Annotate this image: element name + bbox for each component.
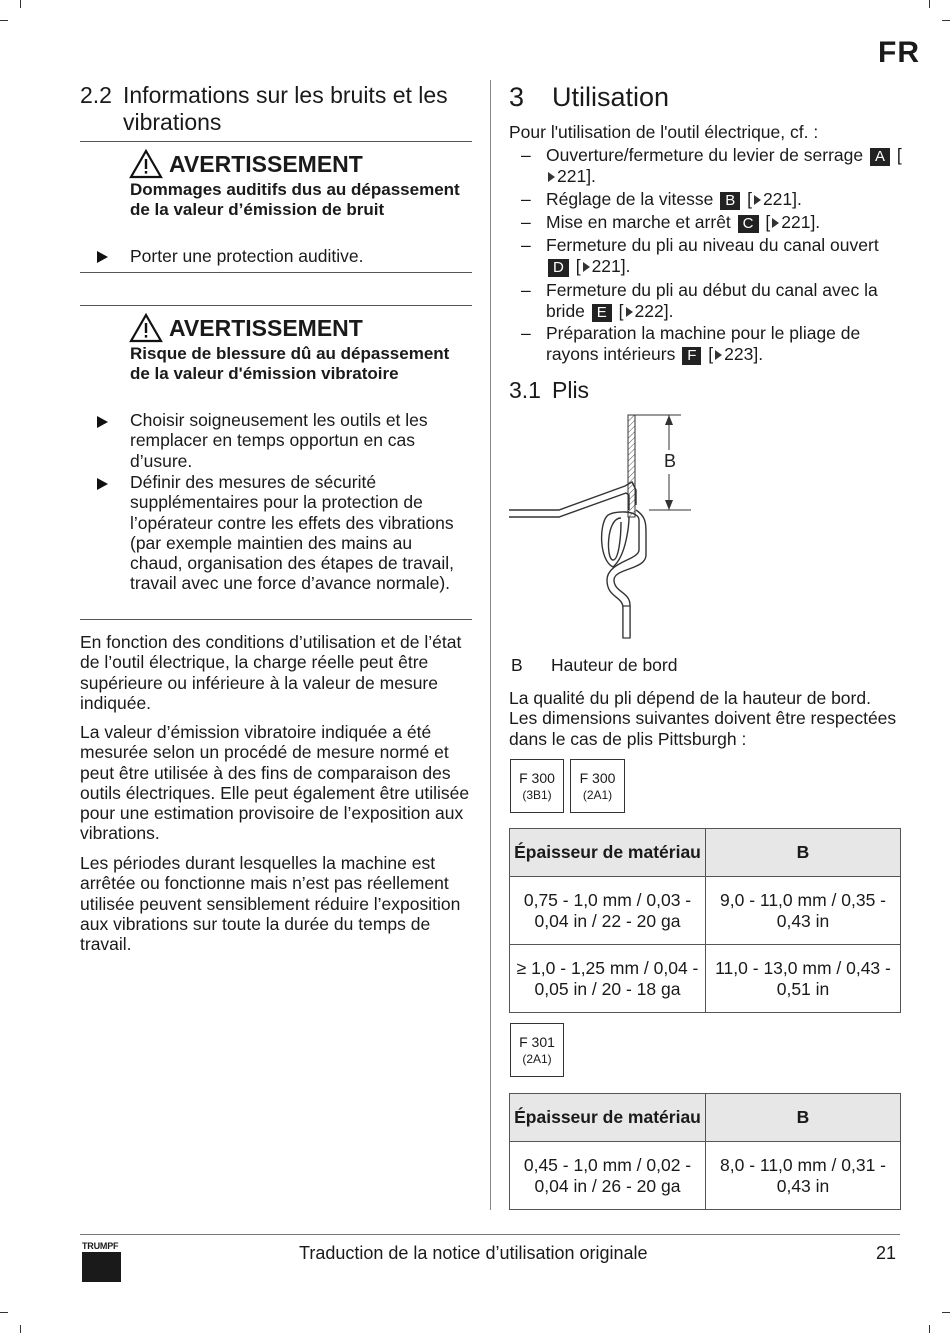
list-dash: –	[521, 189, 531, 209]
table-cell: 9,0 - 11,0 mm / 0,35 - 0,43 in	[706, 877, 901, 945]
ref-chip: F	[682, 347, 701, 365]
model-box: F 300 (2A1)	[570, 759, 625, 813]
ref-chip: C	[738, 215, 759, 233]
warning-1-title	[129, 149, 363, 179]
paragraph: En fonction des conditions d’utilisation et de l’état de l’outil électrique, la charge réelle peut être supérieure ou inférieure à la valeur de mesure indiquée.	[80, 632, 462, 713]
warning-2-title	[129, 313, 363, 343]
warning-1-subtitle: Dommages auditifs dus au dépassement de la valeur d’émission de bruit	[130, 180, 460, 219]
list-item: Fermeture du pli au niveau du canal ouvert D [ 221].	[546, 235, 879, 276]
pittsburgh-seam-figure	[509, 410, 709, 642]
crop-mark	[0, 1312, 8, 1313]
footer-divider	[80, 1234, 900, 1235]
warning-1-action: Porter une protection auditive.	[130, 246, 364, 266]
trumpf-logo: TRUMPF	[82, 1241, 122, 1282]
ref-chip: B	[720, 192, 740, 210]
ref-chip: E	[592, 304, 612, 322]
section-3-heading	[509, 82, 669, 113]
list-dash: –	[521, 323, 531, 343]
footer-text: Traduction de la notice d’utilisation originale	[299, 1243, 648, 1263]
list-dash: –	[521, 235, 531, 255]
list-dash: –	[521, 145, 531, 165]
list-dash: –	[521, 280, 531, 300]
crop-mark	[942, 1312, 950, 1313]
crop-mark	[942, 20, 950, 21]
section-title: Utilisation	[552, 82, 670, 112]
warning-triangle-icon	[129, 313, 163, 343]
divider	[80, 619, 472, 620]
warning-triangle-icon	[129, 149, 163, 179]
section-title: Plis	[552, 377, 590, 403]
arrow-bullet-icon	[97, 412, 108, 432]
page-ref-arrow-icon	[772, 218, 779, 228]
spec-table-1	[509, 828, 901, 1013]
page-ref[interactable]: 221].	[557, 166, 596, 186]
page-ref-arrow-icon	[754, 195, 761, 205]
table-header: Épaisseur de matériau	[510, 1094, 706, 1142]
divider	[80, 141, 472, 142]
list-item: Réglage de la vitesse B [ 221].	[546, 189, 802, 209]
table-row	[510, 945, 901, 1013]
warning-2-action-1: Choisir soigneusement les outils et les remplacer en temps opportun en cas d’usure.	[130, 410, 428, 471]
page-ref[interactable]: 221].	[591, 255, 631, 276]
table-row	[510, 1142, 901, 1210]
ref-chip: D	[548, 259, 569, 277]
section-number: 3	[509, 82, 525, 112]
page-ref-arrow-icon	[583, 262, 590, 272]
paragraph: La valeur d’émission vibratoire indiquée a été mesurée selon un procédé de mesure normé et peut être utilisée à des fins de comparaison des outils électriques. Elle peut également être utilisée pour une estimation provisoire de l’exposition aux vibrations.	[80, 722, 470, 844]
page-ref[interactable]: 223].	[724, 343, 764, 364]
language-code: FR	[878, 36, 920, 69]
model-box: F 300 (3B1)	[510, 759, 564, 813]
crop-mark	[20, 0, 21, 8]
section-3-1-heading	[509, 377, 589, 404]
ref-chip: A	[870, 148, 890, 166]
quality-paragraph: La qualité du pli dépend de la hauteur de bord. Les dimensions suivantes doivent être respectées dans le cas de plis Pittsburgh :	[509, 688, 897, 749]
table-header: B	[706, 829, 901, 877]
spec-table-2	[509, 1093, 901, 1210]
warning-2-subtitle: Risque de blessure dû au dépassement de la valeur d'émission vibratoire	[130, 344, 450, 383]
table-row	[510, 877, 901, 945]
section-title: Informations sur les bruits et les vibrations	[123, 82, 448, 135]
model-box: F 301 (2A1)	[510, 1023, 564, 1077]
page-ref[interactable]: 221].	[762, 189, 802, 209]
warning-label: AVERTISSEMENT	[169, 150, 363, 177]
table-cell: 11,0 - 13,0 mm / 0,43 - 0,51 in	[706, 945, 901, 1013]
legend-text: Hauteur de bord	[551, 655, 678, 675]
table-cell: ≥ 1,0 - 1,25 mm / 0,04 - 0,05 in / 20 - 18 ga	[510, 945, 706, 1013]
crop-mark	[20, 1325, 21, 1333]
paragraph: Les périodes durant lesquelles la machine est arrêtée ou fonctionne mais n’est pas réellement utilisée peuvent sensiblement réduire l’exposition aux vibrations sur toute la durée du temps de travail.	[80, 853, 461, 955]
arrow-bullet-icon	[97, 247, 108, 267]
section-number: 3.1	[509, 377, 541, 403]
legend-key: B	[511, 655, 523, 675]
table-cell: 0,45 - 1,0 mm / 0,02 - 0,04 in / 26 - 20 ga	[510, 1142, 706, 1210]
page-number: 21	[876, 1243, 897, 1263]
section-number: 2.2	[80, 82, 112, 108]
list-item: Préparation la machine pour le pliage de rayons intérieurs F [ 223].	[546, 323, 861, 364]
list-item: Ouverture/fermeture du levier de serrage A [221].	[546, 145, 902, 186]
list-item: Mise en marche et arrêt C [ 221].	[546, 212, 821, 232]
page-ref[interactable]: 222].	[634, 300, 674, 321]
divider	[80, 272, 472, 273]
crop-mark	[929, 0, 930, 8]
table-cell: 0,75 - 1,0 mm / 0,03 - 0,04 in / 22 - 20 ga	[510, 877, 706, 945]
warning-2-action-2: Définir des mesures de sécurité supplémentaires pour la protection de l’opérateur contre les effets des vibrations (par exemple maintien des mains au chaud, organisation des étapes de travail, travail avec une force d’avance normale).	[130, 472, 454, 594]
figure-label-b: B	[663, 451, 677, 471]
column-divider	[490, 80, 491, 1210]
page-ref-arrow-icon	[548, 172, 555, 182]
page-ref-arrow-icon	[715, 350, 722, 360]
crop-mark	[0, 20, 8, 21]
arrow-bullet-icon	[97, 474, 108, 494]
page-ref[interactable]: 221].	[781, 212, 821, 232]
crop-mark	[929, 1325, 930, 1333]
table-header: B	[706, 1094, 901, 1142]
warning-label: AVERTISSEMENT	[169, 314, 363, 341]
page-ref-arrow-icon	[626, 307, 633, 317]
intro-text: Pour l'utilisation de l'outil électrique, cf. :	[509, 122, 819, 142]
divider	[80, 305, 472, 306]
table-cell: 8,0 - 11,0 mm / 0,31 - 0,43 in	[706, 1142, 901, 1210]
list-item: Fermeture du pli au début du canal avec la bride E [ 222].	[546, 280, 878, 321]
table-header: Épaisseur de matériau	[510, 829, 706, 877]
list-dash: –	[521, 212, 531, 232]
section-2-2-heading	[80, 82, 475, 136]
